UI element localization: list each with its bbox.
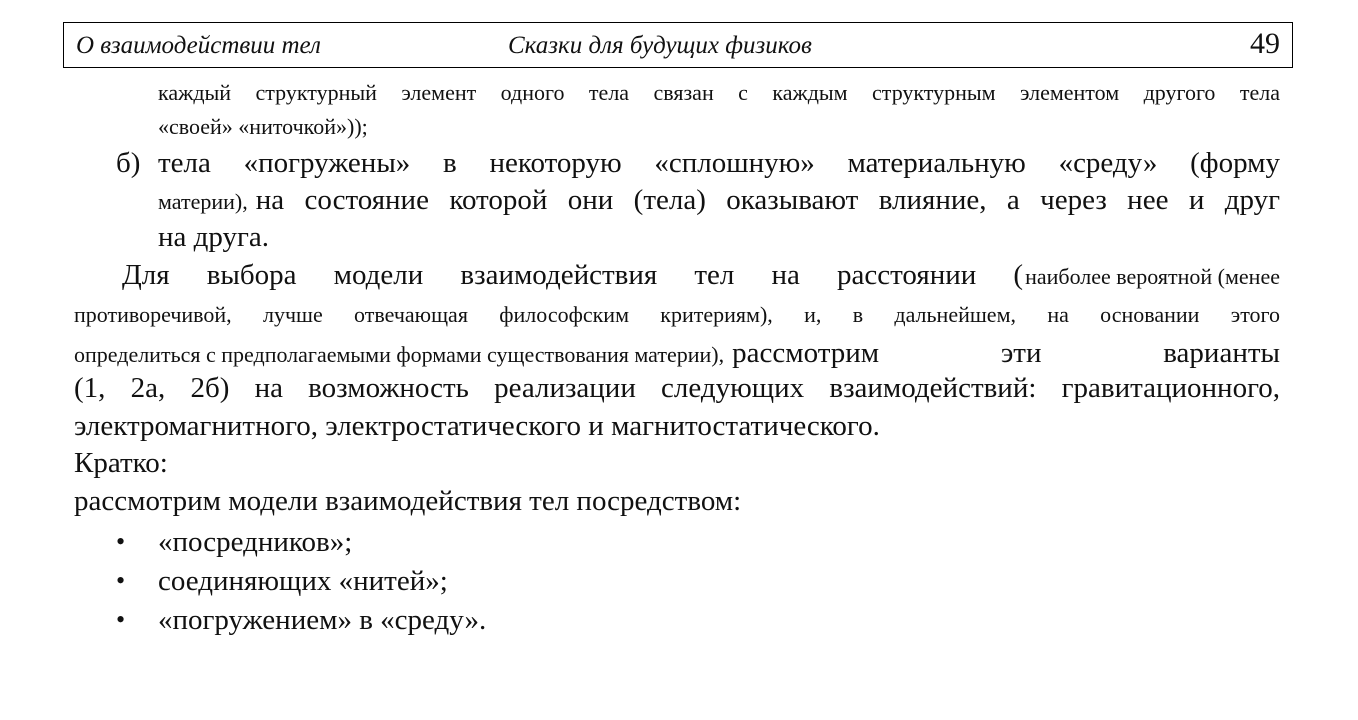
list-item: «погружением» в «среду». [158,604,487,636]
main-line-3 [74,337,1280,370]
main-line-4: (1, 2а, 2б) на возможность реализации следующих взаимодействий: гравитационного, [74,372,1280,404]
bullet-icon: • [116,605,126,634]
main-line-3-big: рассмотрим эти варианты [732,337,1280,369]
header-book-title: Сказки для будущих физиков [508,32,812,59]
item-b-line-2-small: материи), [158,189,248,214]
item-b-line-2-big: на состояние которой они (тела) оказывают влияние, а через нее и друг [255,184,1280,216]
item-b-line-2 [158,184,1280,217]
item-b-marker: б) [116,147,141,179]
page-number: 49 [1250,27,1280,60]
main-line-5: электромагнитного, электростатического и магнитостатического. [74,410,880,442]
brief-intro: рассмотрим модели взаимодействия тел посредством: [74,485,742,517]
item-b-line-1: тела «погружены» в некоторую «сплошную» материальную «среду» (форму [158,147,1280,179]
item-b-line-3: на друга. [158,221,270,253]
bullet-icon: • [116,566,126,595]
main-line-1-big: Для выбора модели взаимодействия тел на расстоянии ( [122,259,1024,291]
page-header [63,22,1293,68]
main-line-2: противоречивой, лучше отвечающая философским критериям), и, в дальнейшем, на основании этого [74,302,1280,327]
main-line-1-small: наиболее вероятной (менее [1025,264,1280,289]
item-a-line-2: «своей» «ниточкой»)); [158,114,368,139]
list-item: соединяющих «нитей»; [158,565,448,597]
header-chapter-title: О взаимодействии тел [76,32,321,59]
bullet-icon: • [116,527,126,556]
brief-title: Кратко: [74,447,168,479]
main-line-3-small: определиться с предполагаемыми формами существования материи), [74,342,725,367]
main-line-1 [122,259,1280,292]
list-item: «посредников»; [158,526,353,558]
item-a-line-1: каждый структурный элемент одного тела связан с каждым структурным элементом другого тела [158,80,1280,105]
